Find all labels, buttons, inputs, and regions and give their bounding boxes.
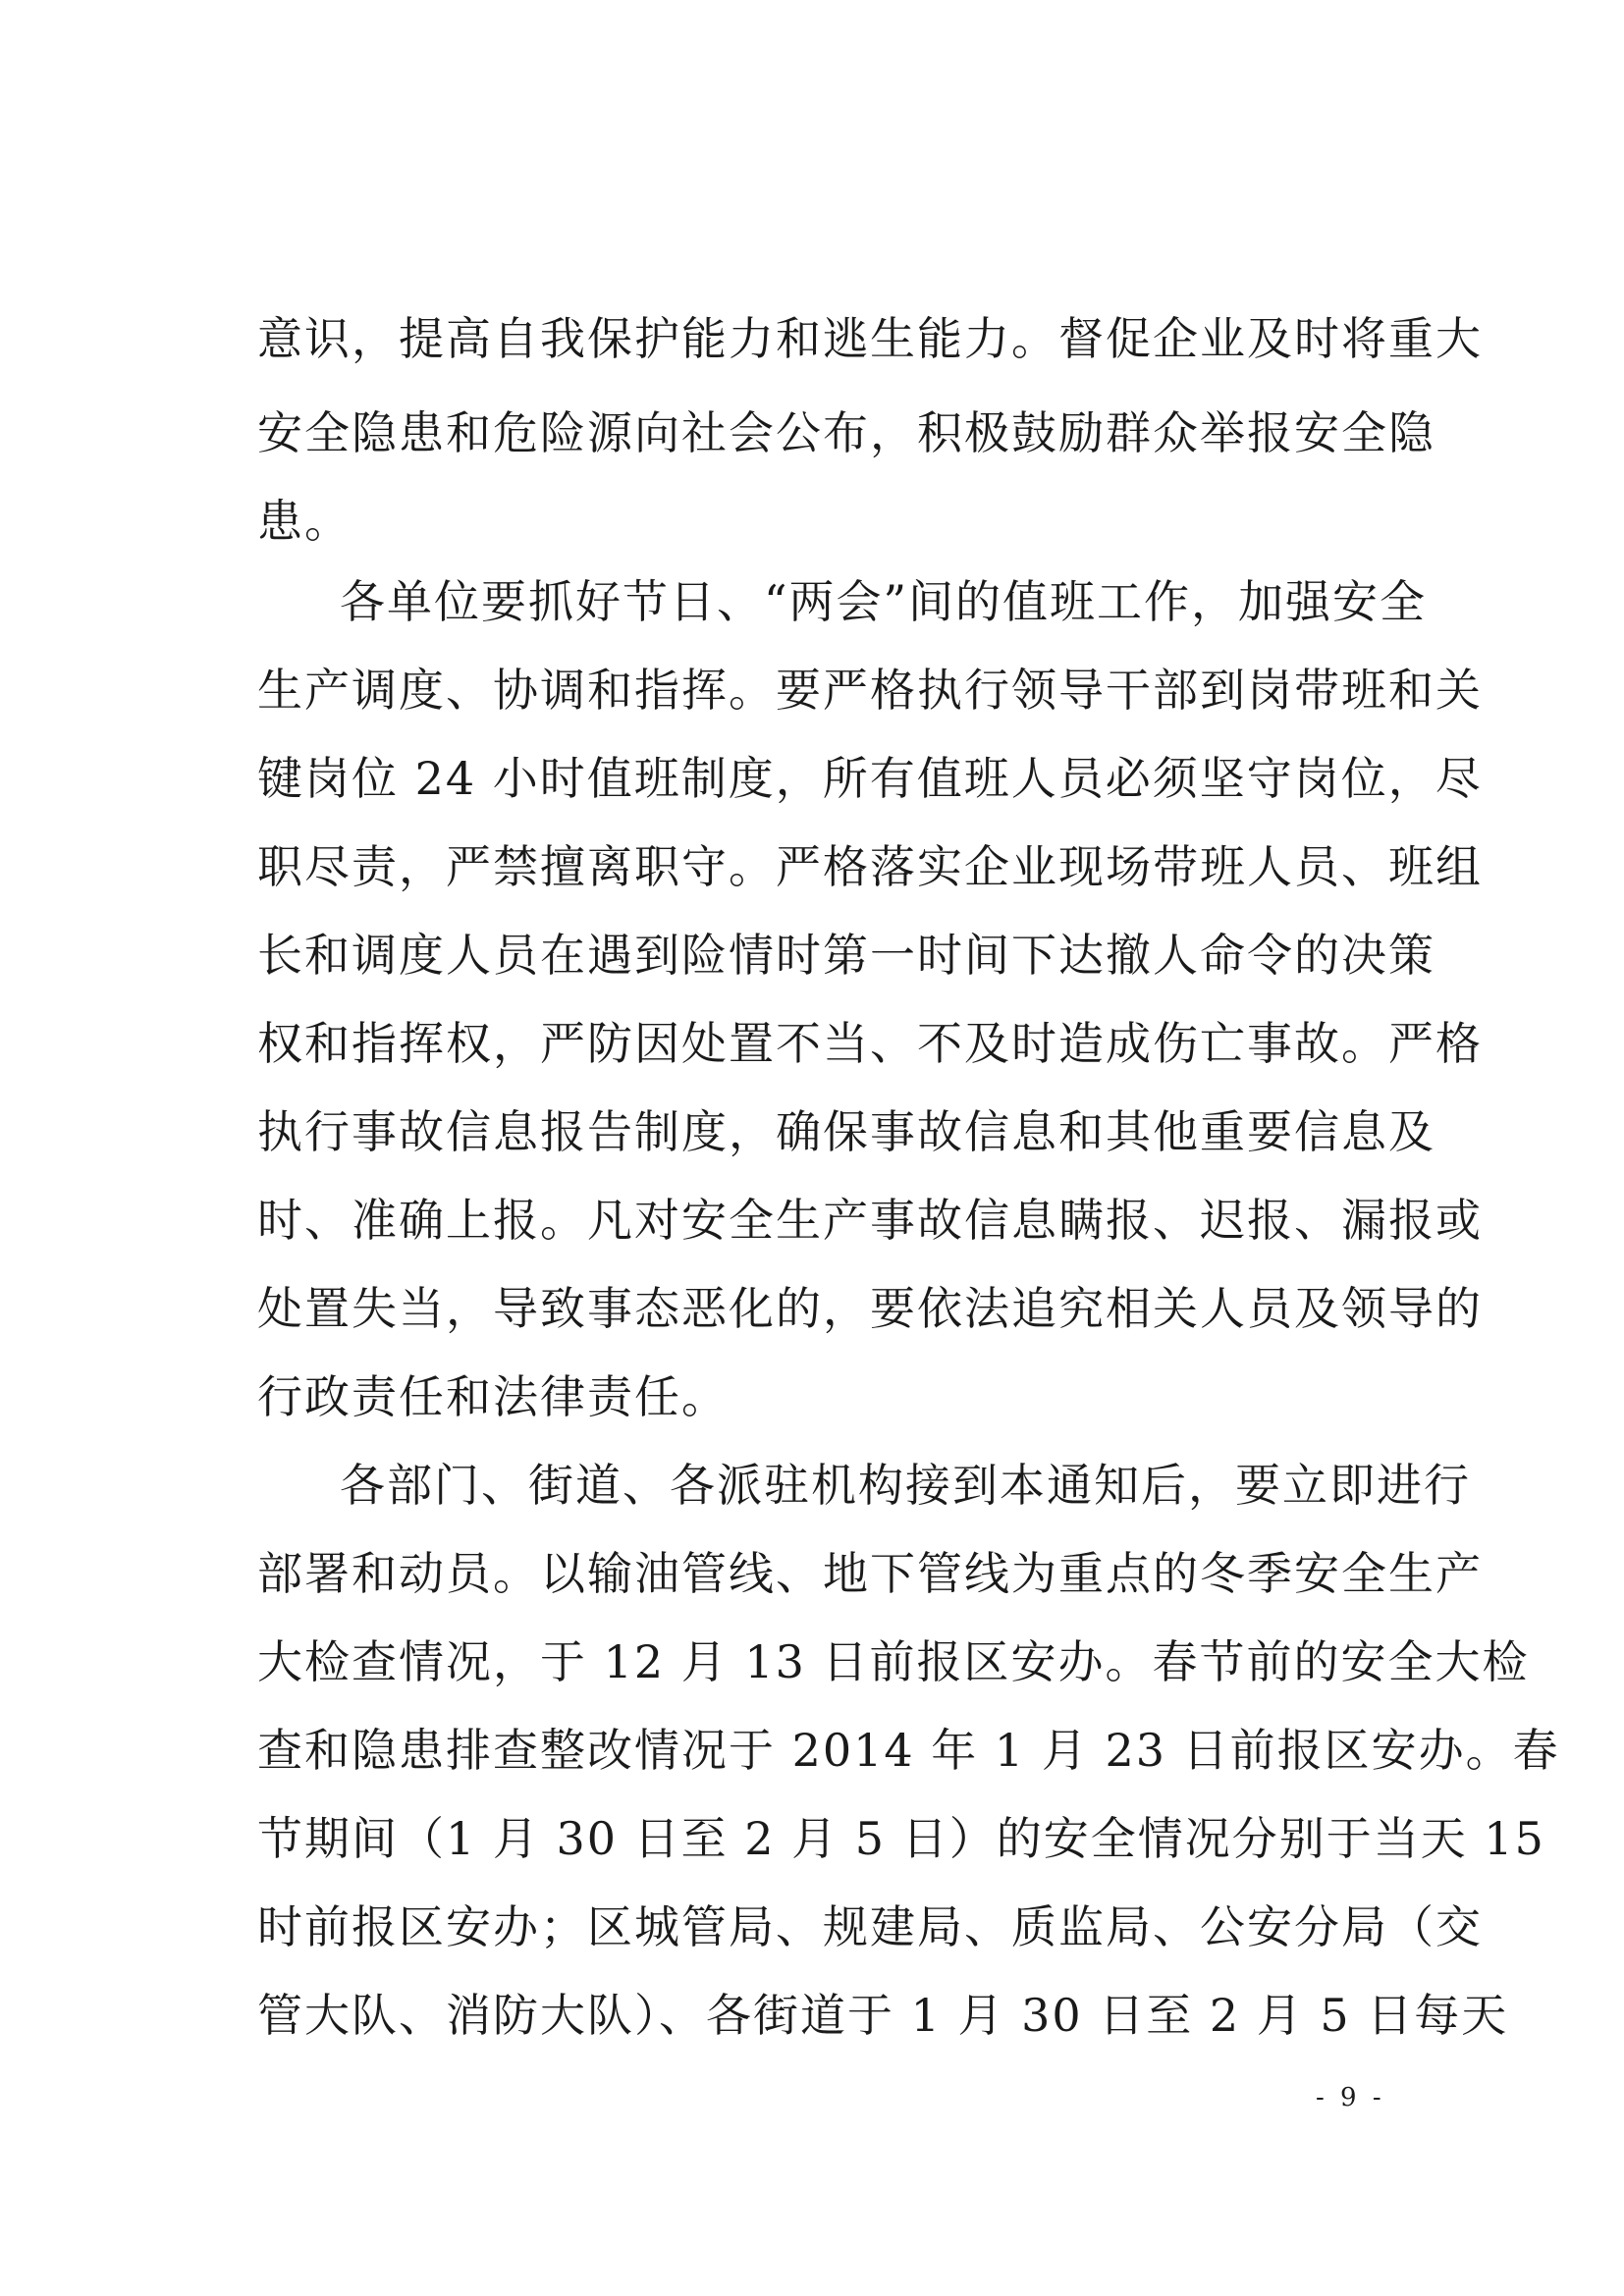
text-line: 部署和动员。以输油管线、地下管线为重点的冬季安全生产 [257, 1547, 1483, 1600]
text-line: 时、准确上报。凡对安全生产事故信息瞒报、迟报、漏报或 [257, 1194, 1483, 1247]
text-line: 长和调度人员在遇到险情时第一时间下达撤人命令的决策 [257, 929, 1435, 982]
text-line: 安全隐患和危险源向社会公布，积极鼓励群众举报安全隐 [257, 406, 1435, 459]
paragraph-first-line: 各部门、街道、各派驻机构接到本通知后，要立即进行 [340, 1459, 1471, 1512]
paragraph-first-line: 各单位要抓好节日、“两会”间的值班工作，加强安全 [340, 575, 1428, 628]
text-line: 大检查情况，于 12 月 13 日前报区安办。春节前的安全大检 [257, 1635, 1530, 1688]
text-line: 节期间（1 月 30 日至 2 月 5 日）的安全情况分别于当天 15 [257, 1812, 1545, 1865]
text-line: 行政责任和法律责任。 [257, 1370, 729, 1423]
text-line: 权和指挥权，严防因处置不当、不及时造成伤亡事故。严格 [257, 1017, 1483, 1070]
text-line: 管大队、消防大队）、各街道于 1 月 30 日至 2 月 5 日每天 [257, 1989, 1509, 2042]
text-line: 患。 [257, 495, 352, 548]
text-line: 时前报区安办；区城管局、规建局、质监局、公安分局（交 [257, 1900, 1483, 1953]
text-line: 生产调度、协调和指挥。要严格执行领导干部到岗带班和关 [257, 664, 1483, 717]
text-line: 意识，提高自我保护能力和逃生能力。督促企业及时将重大 [257, 312, 1483, 365]
text-line: 职尽责，严禁擅离职守。严格落实企业现场带班人员、班组 [257, 840, 1483, 893]
text-line: 执行事故信息报告制度，确保事故信息和其他重要信息及 [257, 1105, 1435, 1158]
text-line: 键岗位 24 小时值班制度，所有值班人员必须坚守岗位，尽 [257, 752, 1483, 805]
page-number: - 9 - [1316, 2083, 1385, 2112]
text-line: 处置失当，导致事态恶化的，要依法追究相关人员及领导的 [257, 1282, 1483, 1335]
text-line: 查和隐患排查整改情况于 2014 年 1 月 23 日前报区安办。春 [257, 1724, 1560, 1777]
